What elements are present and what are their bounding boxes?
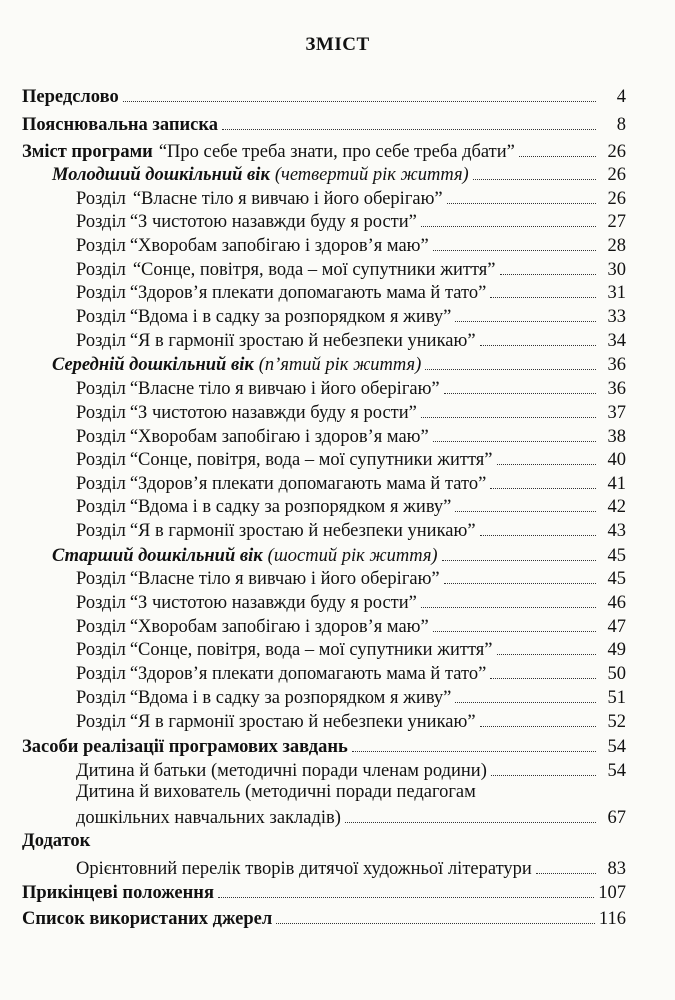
page-number: 51: [607, 688, 626, 708]
section-prefix: Розділ: [76, 427, 126, 447]
toc-entry-final-provisions[interactable]: [22, 880, 626, 903]
page-number: 41: [607, 474, 626, 494]
dot-leader: [480, 726, 596, 727]
toc-section[interactable]: [76, 328, 626, 351]
toc-subentry[interactable]: [76, 758, 626, 781]
section-prefix: Розділ: [76, 403, 126, 423]
page-number: 52: [607, 712, 626, 732]
section-prefix: Розділ: [76, 331, 126, 351]
page-number: 8: [616, 115, 626, 135]
dot-leader: [123, 101, 596, 102]
toc-label: Старший дошкільний вік: [52, 546, 263, 566]
section-prefix: Розділ: [76, 593, 126, 613]
toc-section[interactable]: [76, 637, 626, 660]
page-number: 27: [607, 212, 626, 232]
page-number: 4: [616, 87, 626, 107]
page-number: 28: [607, 236, 626, 256]
toc-section[interactable]: [76, 590, 626, 613]
dot-leader: [473, 179, 596, 180]
section-prefix: Розділ: [76, 521, 126, 541]
page-number: 34: [607, 331, 626, 351]
section-prefix: Розділ: [76, 497, 126, 517]
dot-leader: [536, 873, 596, 874]
toc-section[interactable]: [76, 209, 626, 232]
dot-leader: [480, 345, 596, 346]
section-prefix: Розділ: [76, 189, 126, 209]
page-number: 37: [607, 403, 626, 423]
section-title: “Здоров’я плекати допомагають мама й тато”: [129, 283, 487, 303]
toc-section[interactable]: [76, 280, 626, 303]
toc-label: дошкільних навчальних закладів): [76, 808, 341, 828]
toc-entry-explanatory-note[interactable]: [22, 112, 626, 135]
section-prefix: Розділ: [76, 640, 126, 660]
toc-entry-preface[interactable]: [22, 84, 626, 107]
page-number: 42: [607, 497, 626, 517]
page-number: 45: [607, 569, 626, 589]
page-number: 40: [607, 450, 626, 470]
page-number: 38: [607, 427, 626, 447]
dot-leader: [490, 488, 596, 489]
toc-entry-means[interactable]: [22, 734, 626, 757]
toc-section[interactable]: [76, 518, 626, 541]
section-title: “З чистотою назавжди буду я рости”: [129, 403, 417, 423]
toc-sublabel: “Про себе треба знати, про себе треба дбати”: [158, 142, 515, 162]
dot-leader: [519, 156, 596, 157]
section-prefix: Розділ: [76, 450, 126, 470]
toc-section[interactable]: [76, 471, 626, 494]
dot-leader: [433, 441, 596, 442]
dot-leader: [352, 751, 596, 752]
section-title: “Здоров’я плекати допомагають мама й тато”: [129, 474, 487, 494]
toc-section[interactable]: [76, 304, 626, 327]
toc-section[interactable]: [76, 447, 626, 470]
toc-label: Пояснювальна записка: [22, 115, 219, 135]
section-prefix: Розділ: [76, 283, 126, 303]
dot-leader: [444, 393, 596, 394]
toc-section[interactable]: [76, 400, 626, 423]
page-number: 46: [607, 593, 626, 613]
toc-entry-references[interactable]: [22, 906, 626, 929]
toc-label: Засоби реалізації програмових завдань: [22, 737, 348, 757]
toc-section[interactable]: [76, 257, 626, 280]
dot-leader: [447, 203, 596, 204]
page-number: 67: [607, 808, 626, 828]
section-title: “Я в гармонії зростаю й небезпеки уникаю”: [129, 521, 476, 541]
section-title: “Хворобам запобігаю і здоров’я маю”: [129, 617, 429, 637]
toc-entry-older-age[interactable]: [52, 543, 626, 566]
toc-section[interactable]: [76, 424, 626, 447]
toc-section[interactable]: [76, 614, 626, 637]
page-number: 54: [607, 737, 626, 757]
toc-section[interactable]: [76, 376, 626, 399]
dot-leader: [425, 369, 596, 370]
section-prefix: Розділ: [76, 212, 126, 232]
dot-leader: [455, 511, 596, 512]
toc-subentry[interactable]: [76, 805, 626, 828]
section-prefix: Розділ: [76, 307, 126, 327]
toc-label: Список використаних джерел: [22, 909, 273, 929]
page-number: 54: [607, 761, 626, 781]
page-number: 26: [607, 189, 626, 209]
section-prefix: Розділ: [76, 617, 126, 637]
page-number: 47: [607, 617, 626, 637]
dot-leader: [455, 702, 596, 703]
toc-label: Середній дошкільний вік: [52, 355, 254, 375]
dot-leader: [455, 321, 596, 322]
toc-subentry-line1: Дитина й вихователь (методичні поради педагогам: [76, 782, 476, 802]
toc-section[interactable]: [76, 233, 626, 256]
page-number: 43: [607, 521, 626, 541]
dot-leader: [218, 897, 594, 898]
toc-section[interactable]: [76, 685, 626, 708]
section-title: “З чистотою назавжди буду я рости”: [129, 593, 417, 613]
toc-section[interactable]: [76, 566, 626, 589]
toc-label: Зміст програми: [22, 142, 153, 162]
dot-leader: [276, 923, 595, 924]
section-title: “Я в гармонії зростаю й небезпеки уникаю”: [129, 331, 476, 351]
dot-leader: [490, 297, 596, 298]
dot-leader: [491, 775, 596, 776]
page-number: 26: [607, 165, 626, 185]
toc-entry-appendix[interactable]: Додаток: [22, 831, 91, 851]
dot-leader: [433, 250, 596, 251]
page-title: ЗМІСТ: [305, 34, 370, 55]
toc-section[interactable]: [76, 661, 626, 684]
page-number: 36: [607, 379, 626, 399]
dot-leader: [500, 274, 596, 275]
dot-leader: [442, 560, 596, 561]
dot-leader: [345, 822, 596, 823]
dot-leader: [421, 226, 596, 227]
section-title: “Вдома і в садку за розпорядком я живу”: [129, 497, 452, 517]
section-title: “Хворобам запобігаю і здоров’я маю”: [129, 236, 429, 256]
toc-label: Молодший дошкільний вік: [52, 165, 270, 185]
toc-label: Орієнтовний перелік творів дитячої художньої літератури: [76, 859, 532, 879]
section-prefix: Розділ: [76, 379, 126, 399]
page-number: 36: [607, 355, 626, 375]
section-title: “Власне тіло я вивчаю і його оберігаю”: [132, 189, 443, 209]
toc-section[interactable]: [76, 494, 626, 517]
page-number: 26: [607, 142, 626, 162]
dot-leader: [490, 678, 596, 679]
toc-section[interactable]: [76, 186, 626, 209]
toc-label: Передслово: [22, 87, 119, 107]
section-title: “Сонце, повітря, вода – мої супутники життя”: [132, 260, 496, 280]
page-number: 116: [598, 909, 626, 929]
toc-note: (четвертий рік життя): [274, 165, 469, 185]
dot-leader: [222, 129, 596, 130]
section-title: “Я в гармонії зростаю й небезпеки уникаю”: [129, 712, 476, 732]
toc-label: Дитина й батьки (методичні поради членам родини): [76, 761, 487, 781]
toc-section[interactable]: [76, 709, 626, 732]
section-title: “З чистотою назавжди буду я рости”: [129, 212, 417, 232]
page-number: 30: [607, 260, 626, 280]
dot-leader: [480, 535, 596, 536]
toc-note: (п’ятий рік життя): [258, 355, 422, 375]
dot-leader: [497, 464, 596, 465]
section-title: “Власне тіло я вивчаю і його оберігаю”: [129, 569, 440, 589]
dot-leader: [433, 631, 596, 632]
dot-leader: [421, 417, 596, 418]
section-prefix: Розділ: [76, 236, 126, 256]
section-prefix: Розділ: [76, 260, 126, 280]
dot-leader: [497, 654, 596, 655]
dot-leader: [421, 607, 596, 608]
section-prefix: Розділ: [76, 474, 126, 494]
page-number: 83: [607, 859, 626, 879]
toc-entry-program-content[interactable]: [22, 139, 626, 162]
section-prefix: Розділ: [76, 688, 126, 708]
toc-subentry[interactable]: [76, 856, 626, 879]
section-title: “Сонце, повітря, вода – мої супутники життя”: [129, 640, 493, 660]
section-title: “Хворобам запобігаю і здоров’я маю”: [129, 427, 429, 447]
section-prefix: Розділ: [76, 712, 126, 732]
toc-note: (шостий рік життя): [267, 546, 438, 566]
page-number: 45: [607, 546, 626, 566]
page-number: 50: [607, 664, 626, 684]
section-title: “Власне тіло я вивчаю і його оберігаю”: [129, 379, 440, 399]
page-number: 33: [607, 307, 626, 327]
page-number: 49: [607, 640, 626, 660]
dot-leader: [444, 583, 596, 584]
section-title: “Вдома і в садку за розпорядком я живу”: [129, 307, 452, 327]
section-prefix: Розділ: [76, 664, 126, 684]
page-number: 107: [598, 883, 626, 903]
section-title: “Сонце, повітря, вода – мої супутники життя”: [129, 450, 493, 470]
section-title: “Вдома і в садку за розпорядком я живу”: [129, 688, 452, 708]
toc-label: Прикінцеві положення: [22, 883, 214, 903]
toc-entry-middle-age[interactable]: [52, 352, 626, 375]
page-number: 31: [607, 283, 626, 303]
section-title: “Здоров’я плекати допомагають мама й тато”: [129, 664, 487, 684]
section-prefix: Розділ: [76, 569, 126, 589]
toc-entry-younger-age[interactable]: [52, 162, 626, 185]
